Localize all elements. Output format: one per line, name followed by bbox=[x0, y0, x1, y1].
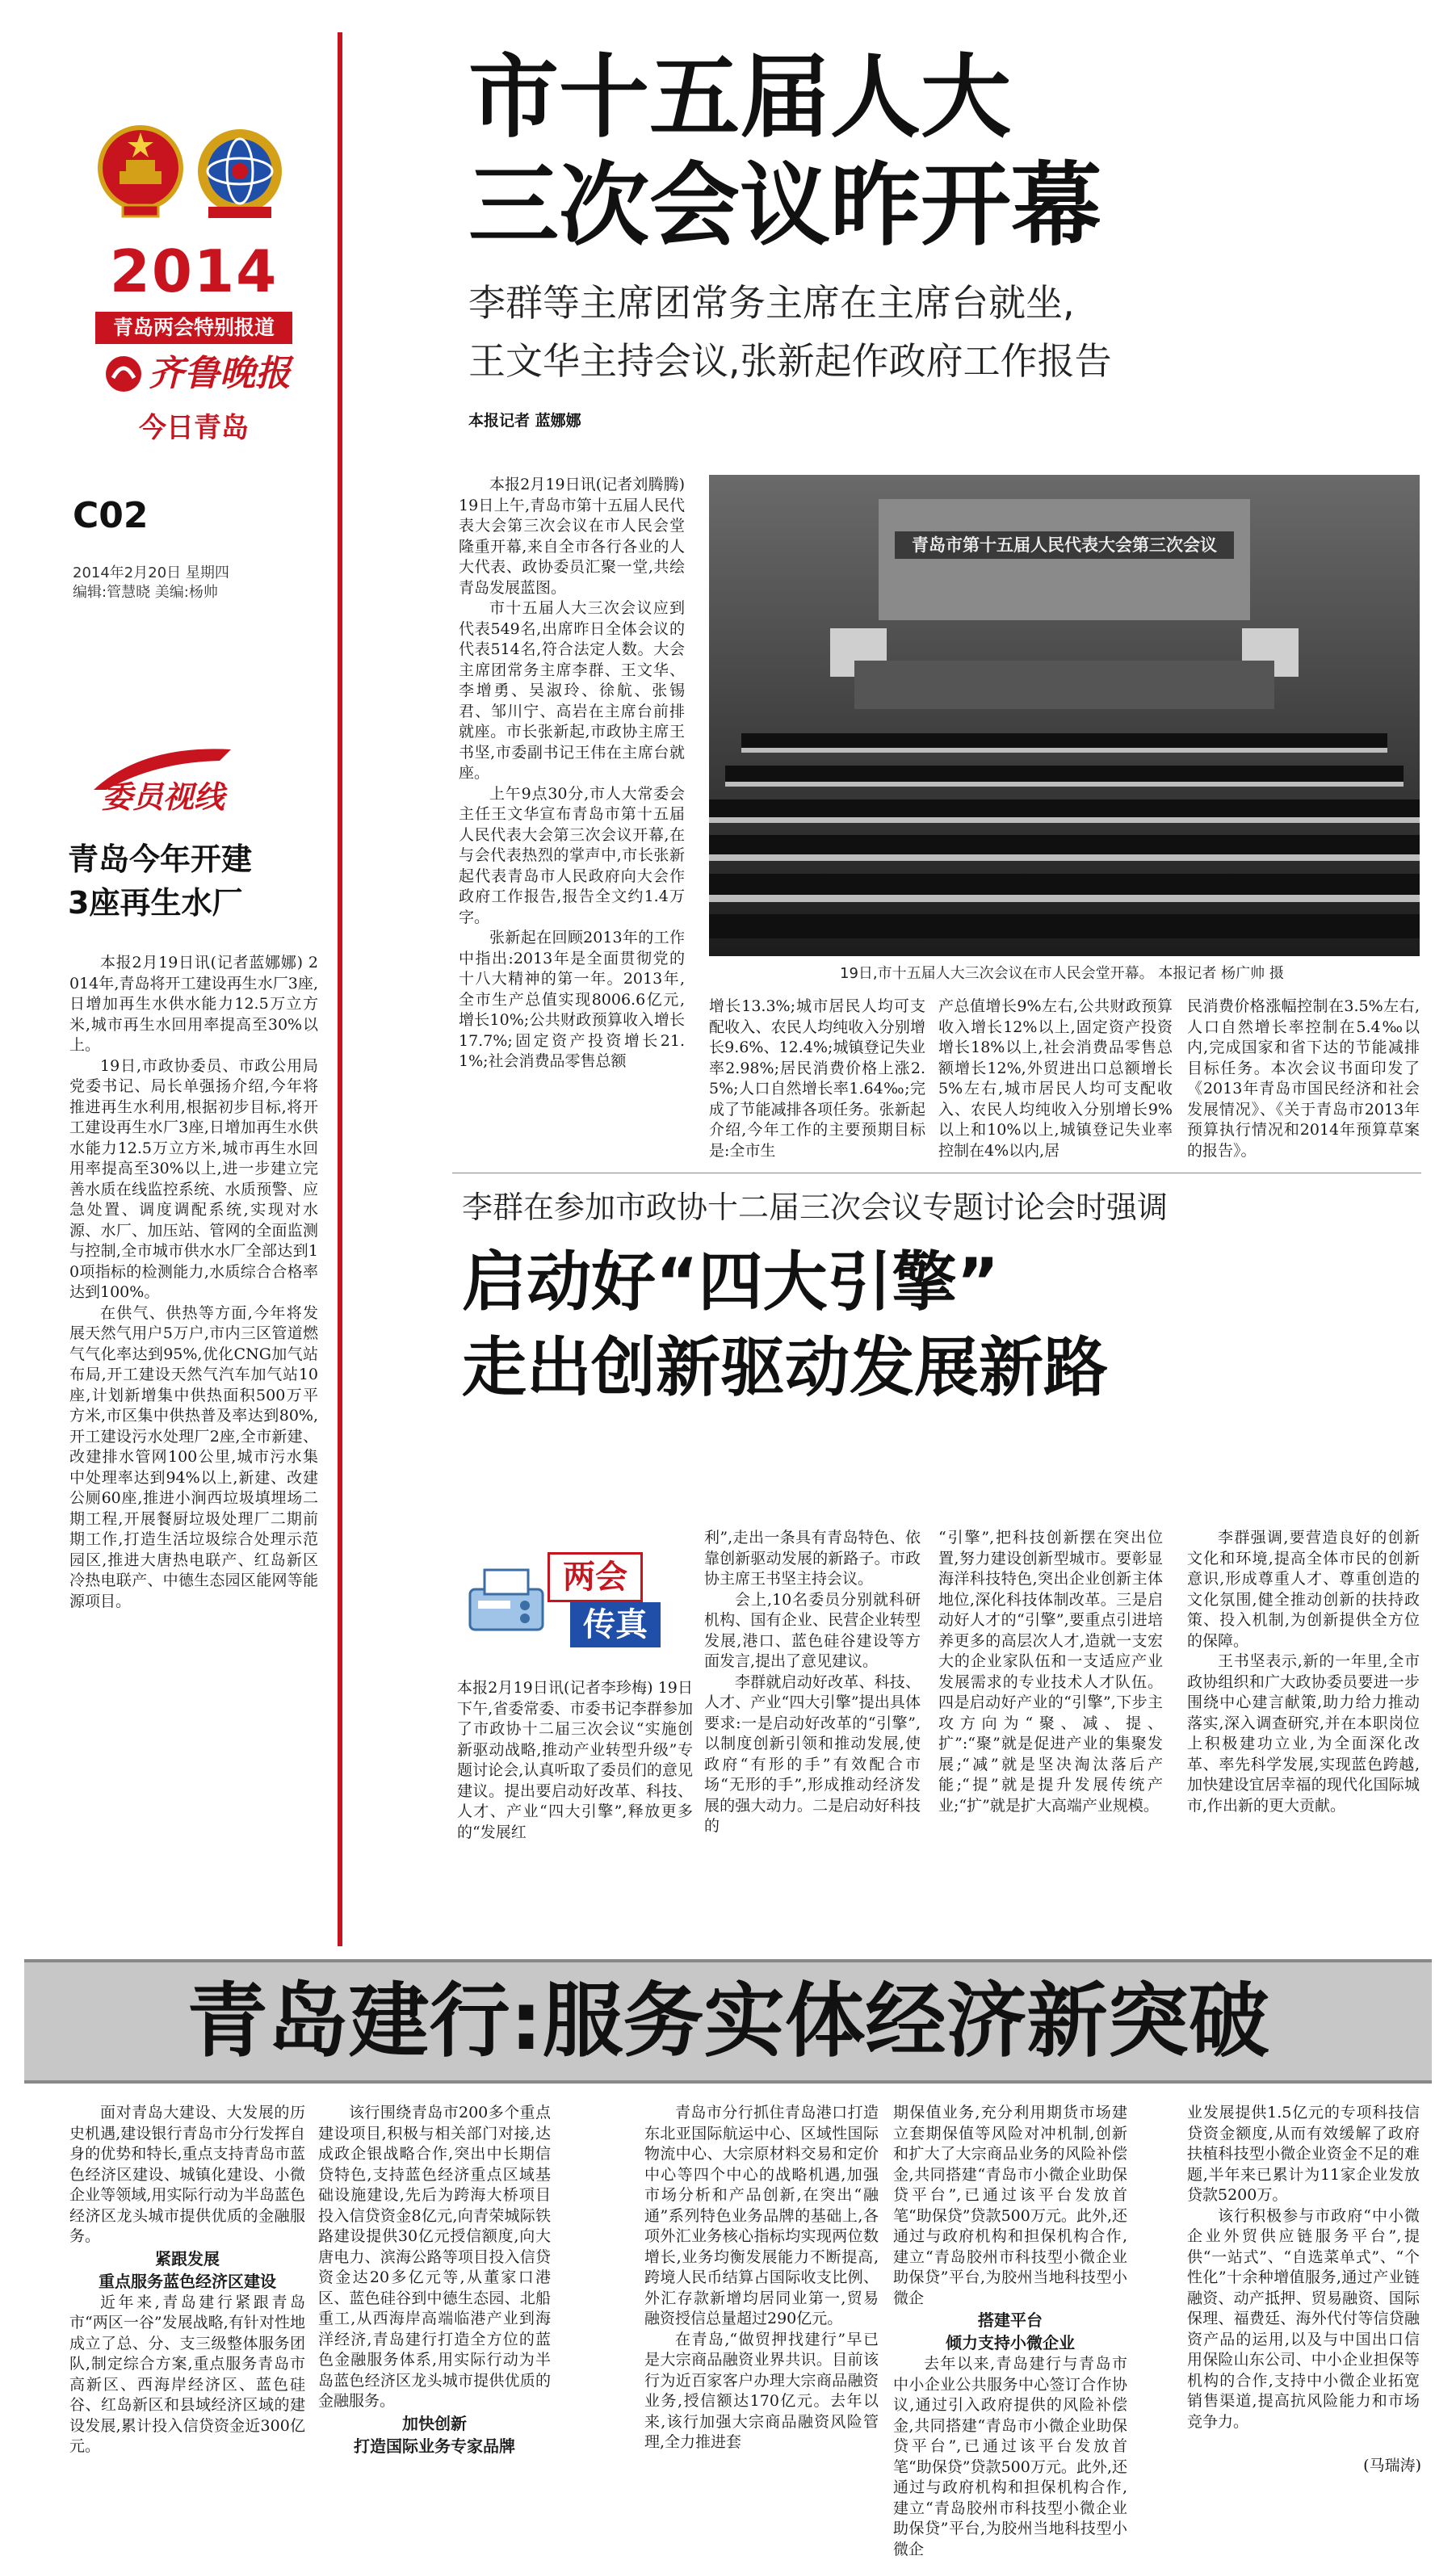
second-col1-text: 本报2月19日讯(记者李珍梅) 19日下午,省委常委、市委书记李群参加了市政协十二届三次会议“实施创新驱动战略,推动产业转型升级”专题讨论会,认真听取了委员们的意见建议。提出要启动好改革、科技、人才、产业“四大引擎”,释放更多的“发展红 bbox=[457, 1679, 693, 1841]
ad-col4-top: 期保值业务,充分利用期货市场建立套期保值等风险对冲机制,创新和扩大了大宗商品业务的风险补偿金,共同搭建“青岛市小微企业助保贷平台”,已通过该平台发放首笔“助保贷”贷款500万元。此外,还通过与政府机构和担保机构合作,建立“青岛胶州市科技型小微企业助保贷”平台,为胶州当地科技型小微企 bbox=[893, 2104, 1127, 2307]
second-col-3 bbox=[938, 1528, 1163, 1940]
lead-col4-text: 民消费价格涨幅控制在3.5%左右,人口自然增长率控制在5.4‰以内,完成国家和省下达的节能减排目标任务。本次会议书面印发了《2013年青岛市国民经济和社会发展情况》、《关于青岛市2013年预算执行情况和2014年预算草案的报告》。 bbox=[1187, 997, 1420, 1160]
badge-text-1: 两会 bbox=[548, 1552, 643, 1602]
lead-col1-p2: 市十五届人大三次会议应到代表549名,出席昨日全体会议的代表514名,符合法定人数。大会主席团常务主席李群、王文华、李增勇、吴淑玲、徐航、张锡君、邹川宁、高岩在主席台前排就座。市长张新起,市政协主席王书坚,市委副书记王伟在主席台就座。 bbox=[459, 599, 685, 782]
ad-col2-sub-2: 打造国际业务专家品牌 bbox=[354, 2436, 515, 2456]
sidebar-body bbox=[69, 953, 318, 1930]
second-col3-text: “引擎”,把科技创新摆在突出位置,努力建设创新型城市。要彰显海洋科技特色,突出企业创新主体地位,深化科技体制改革。三是启动好人才的“引擎”,要重点引进培养更多的高层次人才,造就一支宏大的企业家队伍和一支适应产业发展需求的专业技术人才队伍。四是启动好产业的“引擎”,下步主攻方向为“聚、减、提、扩”:“聚”就是促进产业的集聚发展;“减”就是坚决淘汰落后产能;“提”就是提升发展传统产业;“扩”就是扩大高端产业规模。 bbox=[938, 1529, 1163, 1815]
second-col2-p3: 李群就启动好改革、科技、人才、产业“四大引擎”提出具体要求:一是启动好改革的“引擎”,以制度创新引领和推动发展,使政府“有形的手”有效配合市场“无形的手”,形成推动经济发展的强大动力。二是启动好科技的 bbox=[704, 1672, 921, 1835]
second-kicker: 李群在参加市政协十二届三次会议专题讨论会时强调 bbox=[462, 1190, 1169, 1225]
advertorial-banner-title: 青岛建行:服务实体经济新突破 bbox=[187, 1974, 1269, 2068]
lead-subhead-1: 李群等主席团常务主席在主席台就坐, bbox=[468, 281, 1075, 325]
sidebar-p3: 在供气、供热等方面,今年将发展天然气用户5万户,市内三区管道燃气气化率达到95%,优化CNG加气站布局,开工建设天然气汽车加气站10座,计划新增集中供热面积500万平方米,市区集中供热普及率达到80%,开工建设污水处理厂2座,全市新建、改建排水管网100公里,城市污水集中处理率达到94%以上,新建、改建公厕60座,推进小涧西垃圾填埋场二期工程,开展餐厨垃圾处理厂二期前期工作,打造生活垃圾综合处理示范园区,推进大唐热电联产、红岛新区冷热电联产、中德生态园区能网等能源项目。 bbox=[69, 1303, 318, 1610]
photo-banner: 青岛市第十五届人民代表大会第三次会议 bbox=[912, 535, 1217, 555]
paper-name: 齐鲁晚报 bbox=[149, 353, 291, 394]
edition-name: 今日青岛 bbox=[139, 412, 249, 444]
lead-col1-p4: 张新起在回顾2013年的工作中指出:2013年是全面贯彻党的十八大精神的第一年。2013年,全市生产总值实现8006.6亿元,增长10%;公共财政预算收入增长17.7%;固定资产投资增长21.1%;社会消费品零售总额 bbox=[459, 929, 685, 1070]
ad-col4-sub-2: 倾力支持小微企业 bbox=[946, 2333, 1075, 2352]
ad-col-2 bbox=[318, 2103, 551, 2474]
lead-col3-text: 产总值增长9%左右,公共财政预算收入增长12%以上,固定资产投资增长18%以上,社会消费品零售总额增长12%,外贸进出口总额增长5%左右,城市居民人均可支配收入、农民人均纯收入分别增长9%以上和10%以上,城镇登记失业率控制在4%以内,居 bbox=[938, 997, 1173, 1160]
second-headline-1: 启动好“四大引擎” bbox=[462, 1244, 1000, 1320]
lead-subhead-2: 王文华主持会议,张新起作政府工作报告 bbox=[468, 339, 1112, 383]
ad-signature: (马瑞涛) bbox=[1363, 2457, 1421, 2474]
year-label: 2014 bbox=[109, 237, 279, 305]
ad-col2-p1: 该行围绕青岛市200多个重点建设项目,积极与相关部门对接,达成政企银战略合作,突出中长期信贷特色,支持蓝色经济重点区域基础设施建设,先后为跨海大桥项目投入信贷资金8亿元,向青荣城际铁路建设提供30亿元授信额度,向大唐电力、滨海公路等项目投入信贷资金达20多亿元等,从董家口港区、蓝色硅谷到中德生态园、北船重工,从西海岸高端临港产业到海洋经济,青岛建行打造全方位的蓝色金融服务体系,用实际行动为半岛蓝色经济区龙头城市提供优质的金融服务。 bbox=[318, 2104, 551, 2410]
photo-caption: 19日,市十五届人大三次会议在市人民会堂开幕。 本报记者 杨广帅 摄 bbox=[840, 965, 1284, 982]
ad-col4-sub-1: 搭建平台 bbox=[978, 2310, 1043, 2330]
ad-col1-sub-1: 紧跟发展 bbox=[155, 2248, 220, 2268]
paper-logo bbox=[99, 349, 292, 401]
ad-col5-p1: 业发展提供1.5亿元的专项科技信贷资金额度,从而有效缓解了政府扶植科技型小微企业资金不足的难题,半年来已累计为11家企业发放贷款5200万。 bbox=[1187, 2104, 1420, 2204]
sidebar-p1: 本报2月19日讯(记者蓝娜娜) 2014年,青岛将开工建设再生水厂3座,日增加再生水供水能力12.5万立方米,城市再生水回用率提高至30%以上。 bbox=[69, 954, 318, 1054]
ad-col5-p2: 该行积极参与市政府“中小微企业外贸供应链服务平台”,提供“一站式”、“自选菜单式”、“个性化”十余种增值服务,通过产业链融资、动产抵押、贸易融资、国际保理、福费廷、海外代付等信贷融资产品的运用,以及与中国出口信用保险山东公司、中小企业担保等机构的合作,支持中小微企业拓宽销售渠道,提高抗风险能力和市场竞争力。 bbox=[1187, 2206, 1420, 2431]
ad-col2-sub-1: 加快创新 bbox=[402, 2413, 467, 2433]
ad-col1-p2: 近年来,青岛建行紧跟青岛市“两区一谷”发展战略,有针对性地成立了总、分、支三级整体服务团队,制定综合方案,重点服务青岛市高新区、西海岸经济区、蓝色硅谷、红岛新区和县域经济区域的建设发展,累计投入信贷资金近300亿元。 bbox=[69, 2293, 305, 2455]
second-headline-2: 走出创新驱动发展新路 bbox=[462, 1330, 1108, 1405]
lead-col-1 bbox=[459, 475, 685, 1070]
ad-col-4 bbox=[893, 2103, 1127, 2558]
sidebar-section-label bbox=[78, 743, 287, 820]
ad-col-1 bbox=[69, 2103, 305, 2458]
badge-text-2: 传真 bbox=[570, 1602, 661, 1647]
fax-machine-icon bbox=[462, 1565, 551, 1638]
ad-col4-p2: 去年以来,青岛建行与青岛市中小企业公共服务中心签订合作协议,通过引入政府提供的风险补偿金,共同搭建“青岛市小微企业助保贷平台”,已通过该平台发放首笔“助保贷”贷款500万元。此外,还通过与政府机构和担保机构合作,建立“青岛胶州市科技型小微企业助保贷”平台,为胶州当地科技型小微企 bbox=[893, 2355, 1127, 2558]
sidebar-p2: 19日,市政协委员、市政公用局党委书记、局长单强扬介绍,今年将推进再生水利用,根据初步目标,将开工建设再生水厂3座,日增加再生水供水能力12.5万立方米,城市再生水回用率提高至30%以上,进一步建立完善水质在线监控系统、水质预警、应急处置、调度调配系统,实现对水源、水厂、加压站、管网的全面监测与控制,全市城市供水水厂全部达到10项指标的检测能力,水质综合合格率达到100%。 bbox=[69, 1056, 318, 1301]
lead-col-3 bbox=[938, 997, 1173, 1161]
vertical-red-rule bbox=[338, 32, 342, 1946]
ad-col1-p1: 面对青岛大建设、大发展的历史机遇,建设银行青岛市分行发挥自身的优势和特长,重点支持青岛市蓝色经济区建设、城镇化建设、小微企业等领域,用实际行动为半岛蓝色经济区龙头城市提供优质的金融服务。 bbox=[69, 2104, 305, 2245]
second-col-1 bbox=[457, 1678, 693, 1937]
lead-headline-2: 三次会议昨开幕 bbox=[468, 153, 1101, 258]
sidebar-title-2: 3座再生水厂 bbox=[68, 885, 243, 921]
national-emblem-icon bbox=[95, 121, 186, 226]
date-line: 2014年2月20日 星期四 bbox=[73, 564, 229, 581]
sidebar-title-1: 青岛今年开建 bbox=[68, 841, 253, 877]
lead-headline-1: 市十五届人大 bbox=[468, 45, 1011, 150]
second-col-2 bbox=[704, 1528, 921, 1940]
lead-col2-text: 增长13.3%;城市居民人均可支配收入、农民人均纯收入分别增长9.6%、12.4%;城镇登记失业率2.98%;居民消费价格上涨2.5%;人口自然增长率1.64‰;完成了节能减排各项任务。张新起介绍,今年工作的主要预期目标是:全市生 bbox=[709, 997, 925, 1160]
second-col4-p2: 王书坚表示,新的一年里,全市政协组织和广大政协委员要进一步围绕中心建言献策,助力给力推动落实,深入调查研究,并在本职岗位上积极建功立业,为全面深化改革、率先科学发展,实现蓝色跨越,加快建设宜居幸福的现代化国际城市,作出新的更大贡献。 bbox=[1187, 1652, 1420, 1815]
lead-col1-p3: 上午9点30分,市人大常委会主任王文华宣布青岛市第十五届人民代表大会第三次会议开幕,在与会代表热烈的掌声中,市长张新起代表青岛市人民政府向大会作政府工作报告,报告全文约1.4万字。 bbox=[459, 784, 685, 926]
lead-col-2 bbox=[709, 997, 925, 1161]
editor-line: 编辑:管慧晓 美编:杨帅 bbox=[73, 584, 218, 601]
ad-col3-p2: 在青岛,“做贸押找建行”早已是大宗商品融资业界共识。目前该行为近百家客户办理大宗商品融资业务,授信额达170亿元。去年以来,该行加强大宗商品融资风险管理,全力推进套 bbox=[644, 2330, 879, 2451]
second-col2-p2: 会上,10名委员分别就科研机构、国有企业、民营企业转型发展,港口、蓝色硅谷建设等方面发言,提出了意见建议。 bbox=[704, 1590, 921, 1670]
page-code: C02 bbox=[73, 495, 149, 536]
ad-col3-p1: 青岛市分行抓住青岛港口打造东北亚国际航运中心、区域性国际物流中心、大宗原材料交易和定价中心等四个中心的战略机遇,加强市场分析和产品创新,在突出“融通”系列特色业务品牌的基础上,各项外汇业务核心指标均实现两位数增长,业务均衡发展能力不断提高,跨境人民币结算占国际收支比例、外汇存款新增均居同业第一,贸易融资授信总量超过290亿元。 bbox=[644, 2104, 879, 2327]
liang-hui-fax-badge bbox=[457, 1541, 699, 1654]
second-col-4 bbox=[1187, 1528, 1420, 1940]
lead-col1-p1: 本报2月19日讯(记者刘腾腾) 19日上午,青岛市第十五届人民代表大会第三次会议在市人民会堂隆重开幕,来自全市各行各业的人大代表、政协委员汇聚一堂,共绘青岛发展蓝图。 bbox=[459, 476, 685, 597]
masthead bbox=[0, 0, 323, 601]
second-col4-p1: 李群强调,要营造良好的创新文化和环境,提高全体市民的创新意识,形成尊重人才、尊重创造的文化氛围,健全推动创新的扶持政策、投入机制,为创新提供全方位的保障。 bbox=[1187, 1529, 1420, 1650]
cppcc-emblem-icon bbox=[192, 123, 287, 224]
section-label-text: 委员视线 bbox=[102, 779, 225, 815]
ad-col-3 bbox=[644, 2103, 879, 2474]
ad-col1-sub-2: 重点服务蓝色经济区建设 bbox=[99, 2271, 276, 2291]
special-report-label: 青岛两会特别报道 bbox=[95, 312, 292, 344]
ad-col-5 bbox=[1187, 2103, 1420, 2458]
lead-byline: 本报记者 蓝娜娜 bbox=[468, 412, 581, 430]
advertorial-banner bbox=[24, 1959, 1432, 2084]
second-col2-top: 利”,走出一条具有青岛特色、依靠创新驱动发展的新路子。市政协主席王书坚主持会议。 bbox=[704, 1529, 921, 1588]
paper-logo-icon bbox=[103, 354, 144, 394]
lead-col-4 bbox=[1187, 997, 1420, 1161]
meeting-photo bbox=[709, 475, 1420, 956]
